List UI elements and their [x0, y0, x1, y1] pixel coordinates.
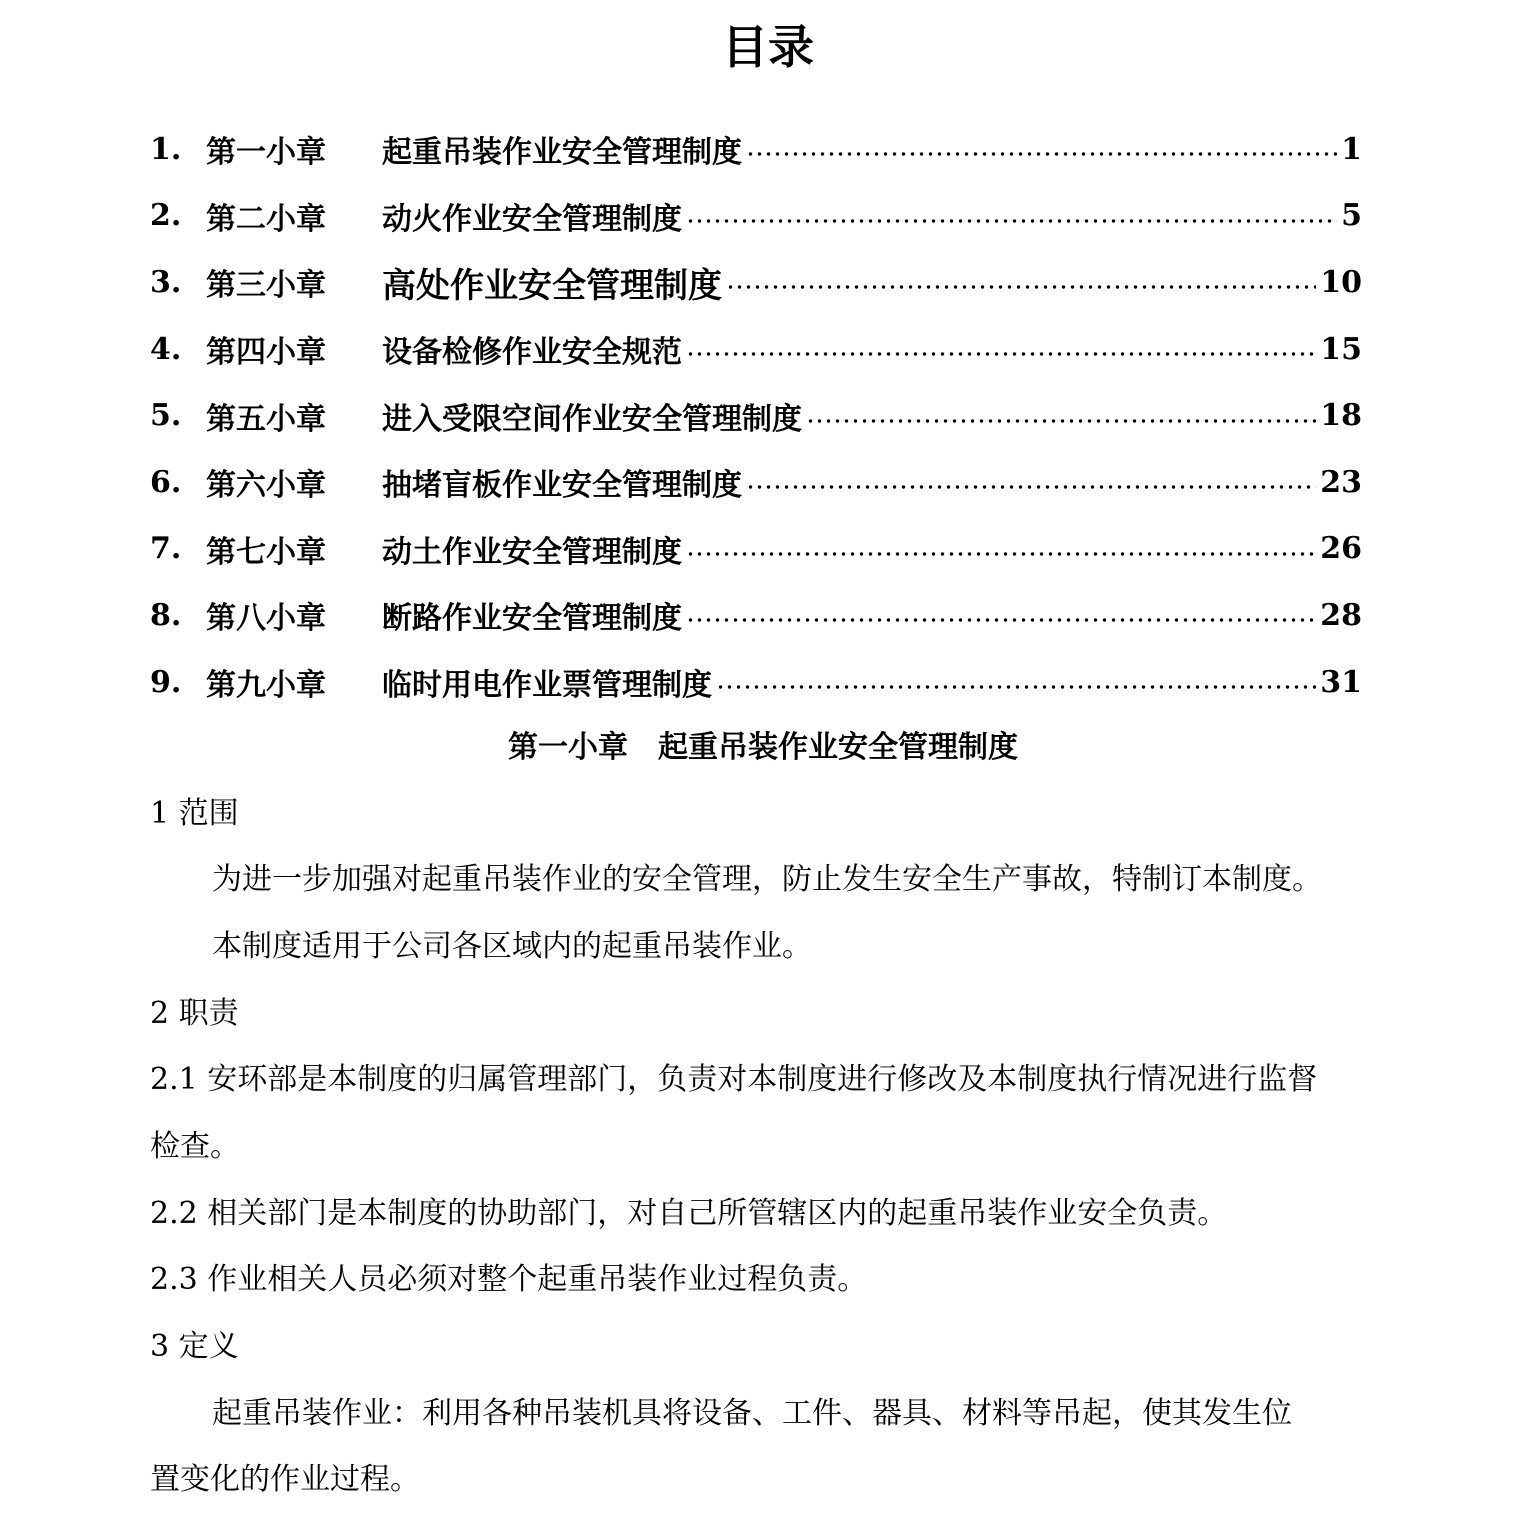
toc-entry[interactable]	[150, 449, 1362, 516]
toc-entry-number: 8.	[150, 597, 182, 633]
toc-entry-chapter: 第三小章	[206, 268, 326, 304]
toc-entry-chapter: 第八小章	[206, 601, 326, 637]
table-of-contents	[150, 116, 1362, 715]
definition-line-2: 置变化的作业过程。	[150, 1462, 420, 1497]
toc-dot-leader	[686, 551, 1316, 557]
chapter-heading: 第一小章 起重吊装作业安全管理制度	[508, 730, 1018, 765]
toc-entry[interactable]	[150, 582, 1362, 649]
toc-dot-leader	[686, 351, 1316, 357]
toc-entry-chapter: 第六小章	[206, 468, 326, 504]
section-title-definitions: 3 定义	[150, 1329, 239, 1364]
scope-paragraph-1: 为进一步加强对起重吊装作业的安全管理，防止发生安全生产事故，特制订本制度。	[212, 862, 1322, 897]
toc-entry-name: 抽堵盲板作业安全管理制度	[382, 468, 742, 504]
toc-title: 目录	[722, 20, 814, 74]
toc-entry-page: 26	[1320, 531, 1362, 567]
toc-entry-number: 7.	[150, 531, 182, 567]
duty-2-2: 2.2 相关部门是本制度的协助部门，对自己所管辖区内的起重吊装作业安全负责。	[150, 1196, 1228, 1231]
toc-entry-chapter: 第二小章	[206, 201, 326, 237]
toc-entry[interactable]	[150, 316, 1362, 383]
toc-dot-leader	[686, 617, 1316, 623]
toc-entry-name: 进入受限空间作业安全管理制度	[382, 401, 802, 437]
toc-entry-number: 5.	[150, 398, 182, 434]
toc-entry-name: 动土作业安全管理制度	[382, 534, 682, 570]
toc-dot-leader	[726, 284, 1316, 290]
toc-dot-leader	[716, 684, 1316, 690]
toc-dot-leader	[746, 484, 1316, 490]
toc-dot-leader	[806, 418, 1316, 424]
duty-2-1-line-1: 2.1 安环部是本制度的归属管理部门，负责对本制度进行修改及本制度执行情况进行监督	[150, 1062, 1318, 1097]
toc-entry-chapter: 第九小章	[206, 668, 326, 704]
toc-entry-number: 2.	[150, 198, 182, 234]
toc-entry-number: 1.	[150, 131, 182, 167]
toc-entry-number: 9.	[150, 664, 182, 700]
toc-entry-name: 起重吊装作业安全管理制度	[382, 135, 742, 171]
toc-entry[interactable]	[150, 382, 1362, 449]
toc-entry-page: 18	[1320, 398, 1362, 434]
toc-entry-name: 高处作业安全管理制度	[382, 265, 722, 306]
toc-entry-page: 10	[1320, 264, 1362, 300]
toc-dot-leader	[746, 151, 1337, 157]
toc-entry-number: 6.	[150, 464, 182, 500]
toc-entry-page: 5	[1341, 198, 1362, 234]
toc-entry[interactable]	[150, 249, 1362, 316]
toc-entry-name: 设备检修作业安全规范	[382, 335, 682, 371]
toc-entry-chapter: 第七小章	[206, 534, 326, 570]
toc-entry-number: 4.	[150, 331, 182, 367]
definition-line-1: 起重吊装作业：利用各种吊装机具将设备、工件、器具、材料等吊起，使其发生位	[212, 1396, 1292, 1431]
toc-entry-chapter: 第一小章	[206, 135, 326, 171]
toc-entry-page: 28	[1320, 597, 1362, 633]
toc-entry-name: 动火作业安全管理制度	[382, 201, 682, 237]
toc-entry-page: 23	[1320, 464, 1362, 500]
toc-entry-page: 1	[1341, 131, 1362, 167]
toc-entry-page: 31	[1320, 664, 1362, 700]
toc-entry[interactable]	[150, 183, 1362, 250]
toc-entry[interactable]	[150, 649, 1362, 716]
toc-entry[interactable]	[150, 516, 1362, 583]
scope-paragraph-2: 本制度适用于公司各区域内的起重吊装作业。	[212, 929, 812, 964]
toc-entry[interactable]	[150, 116, 1362, 183]
toc-entry-chapter: 第五小章	[206, 401, 326, 437]
section-title-duties: 2 职责	[150, 996, 239, 1031]
toc-dot-leader	[686, 218, 1337, 224]
toc-entry-name: 断路作业安全管理制度	[382, 601, 682, 637]
duty-2-1-line-2: 检查。	[150, 1129, 240, 1164]
section-title-scope: 1 范围	[150, 796, 239, 831]
toc-entry-page: 15	[1320, 331, 1362, 367]
toc-entry-name: 临时用电作业票管理制度	[382, 668, 712, 704]
toc-entry-chapter: 第四小章	[206, 335, 326, 371]
duty-2-3: 2.3 作业相关人员必须对整个起重吊装作业过程负责。	[150, 1262, 868, 1297]
toc-entry-number: 3.	[150, 264, 182, 300]
